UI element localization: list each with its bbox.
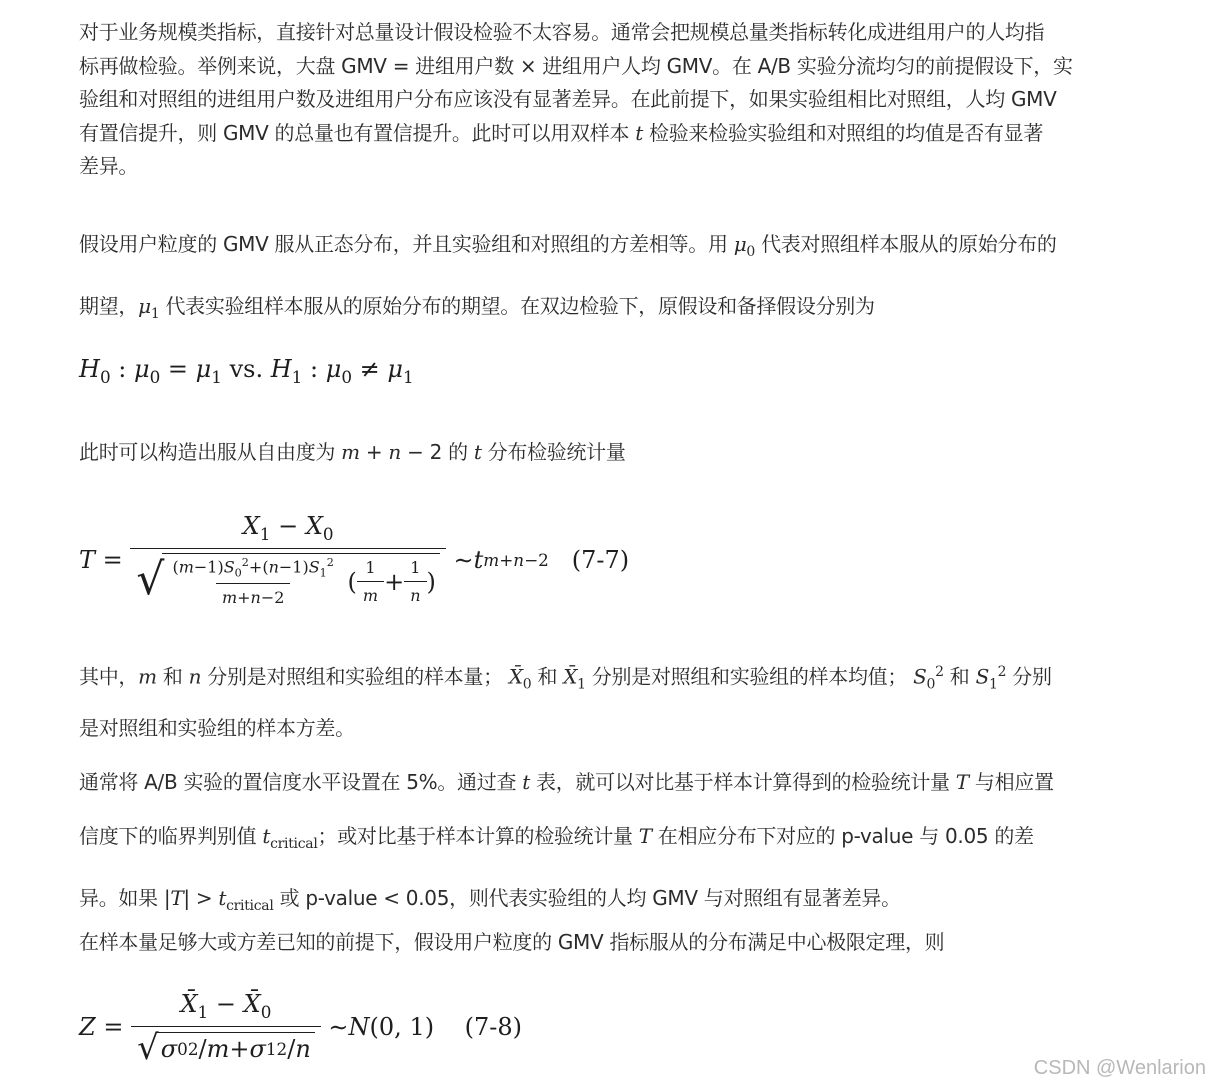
text-line: 有置信提升，则 GMV 的总量也有置信提升。此时可以用双样本 t 检验来检验实验组和对照组的均值是否有显著 [79,120,1044,145]
equation-7-8: Z = $X̄_1$ − $X̄_0$ √ σ 0 2 / m + σ 1 2 / n ∼ N (0, 1) (7-8) [79,990,522,1068]
text-line: 差异。 [79,154,139,178]
text-line: 期望，$\mu_1$ 代表实验组样本服从的原始分布的期望。在双边检验下，原假设和备择假设分别为 [79,294,875,322]
paragraph-decision [79,755,1159,933]
text-line: 其中，m 和 n 分别是对照组和实验组的样本量； $X̄_0$ 和 $X̄_1$ 分别是对照组和实验组的样本均值； $S_0^2$ 和 $S_1^2$ 分别 [79,664,1052,693]
text-line: 异。如果 $|T| > t_{critical}$ 或 p-value < 0.05，则代表实验组的人均 GMV 与对照组有显著差异。 [79,886,901,914]
equation-hypotheses: $H_0$ : $\mu_0 = \mu_1$ vs. $H_1$ : $\mu_0 \ne \mu_1$ [79,355,414,387]
csdn-watermark: CSDN @Wenlarion [1033,1057,1206,1079]
paragraph-clt: 在样本量足够大或方差已知的前提下，假设用户粒度的 GMV 指标服从的分布满足中心极限定理，则 [79,930,945,954]
paragraph-intro [79,16,1159,184]
equation-7-7: T = $X_1 - X_0$ √ $\frac{(m-1)S_0^2+(n-1)S_1^2}{m+n-2}$ ( $\frac{1}{m}$ + $\frac{1}{n}$ ) ∼ t m+n−2 (7-7) [79,512,630,608]
text-line: 假设用户粒度的 GMV 服从正态分布，并且实验组和对照组的方差相等。用 $\mu_0$ 代表对照组样本服从的原始分布的 [79,232,1057,260]
text-line: 通常将 A/B 实验的置信度水平设置在 5%。通过查 t 表，就可以对比基于样本计算得到的检验统计量 T 与相应置 [79,770,1054,794]
paragraph-definitions [79,651,1159,750]
text-line: 是对照组和实验组的样本方差。 [79,715,355,740]
text-line: 验组和对照组的进组用户数及进组用户分布应该没有显著差异。在此前提下，如果实验组相比对照组，人均 GMV [79,87,1057,111]
paragraph-statistic-intro: 此时可以构造出服从自由度为 m + n − 2 的 t 分布检验统计量 [79,440,626,464]
text-line: 信度下的临界判别值 $t_{critical}$；或对比基于样本计算的检验统计量 T 在相应分布下对应的 p-value 与 0.05 的差 [79,824,1034,852]
text-line: 对于业务规模类指标，直接针对总量设计假设检验不太容易。通常会把规模总量类指标转化成进组用户的人均指 [79,20,1045,44]
text-line: 标再做检验。举例来说，大盘 GMV = 进组用户数 × 进组用户人均 GMV。在 A/B 实验分流均匀的前提假设下，实 [79,53,1073,78]
paragraph-assumption [79,217,1159,341]
